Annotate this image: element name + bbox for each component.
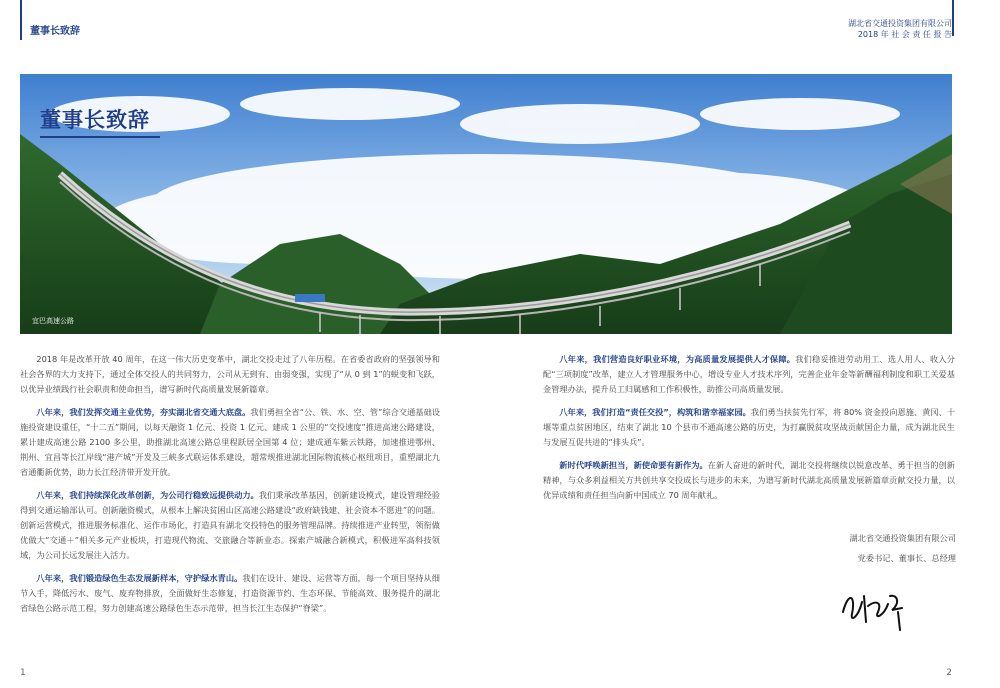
page-number-right: 2 <box>946 668 952 678</box>
paragraph: 新时代呼唤新担当，新使命要有新作为。在新人奋进的新时代，湖北交投将继续以锐意改革、勇于担当的创新精神，与众多利益相关方共创共享交投成长与进步的未来，为谱写新时代湖北高质量发展新篇章贡献交投力量，以优异成绩和责任担当向新中国成立 70 周年献礼。 <box>543 460 955 500</box>
hero-title-underline <box>40 136 160 138</box>
signoff-company: 湖北省交通投资集团有限公司 <box>849 533 956 543</box>
paragraph: 八年来，我们持续深化改革创新，为公司行稳致远提供动力。我们秉承改革基因，创新建设模式，建设管理经验得到交通运输部认可。创新融资模式，从根本上解决贫困山区高速公路建设“政府缺钱建、社会资本不愿进”的问题。创新运营模式，推进服务标准化、运作市场化，打造具有湖北交投特色的服务管理品牌。持续推进产业转型，领衔做优做大“交通＋”相关多元产业板块，打造现代物流、交旅融合等新业态。探索产城融合新模式，积极进军高科技领域，为公司长远发展注入活力。 <box>20 490 440 560</box>
left-column <box>20 352 440 624</box>
signoff-title: 党委书记、董事长、总经理 <box>857 553 956 563</box>
paragraph: 八年来，我们发挥交通主业优势，夯实湖北省交通大底盘。我们勇担全省“公、铁、水、空、管”综合交通基础设施投资建设重任，“十二五”期间，以每天融资 1 亿元、投资 1 亿元、建成 1 公里的“交投速度”推进高速公路建设，累计建成高速公路 2100 多公里，助推湖北高速公路总里程跃居全国第 4 位；建成通车紫云铁路，加速推进鄂州、荆州、宜昌等长江岸线“港产城”开发及三峡多式联运体系建设，超常规推进湖北国际物流核心枢纽项目，重塑湖北九省通衢新优势，助力长江经济带开发开放。 <box>20 407 440 477</box>
header-right <box>848 18 952 40</box>
paragraph: 八年来，我们营造良好职业环境，为高质量发展提供人才保障。我们稳妥推进劳动用工、选人用人、收入分配“三项制度”改革，建立人才管理服务中心，增设专业人才技术序列，完善企业年金等新酬福利制度和职工关爱基金管理办法，提升员工归属感和工作积极性，助推公司高质量发展。 <box>543 354 955 394</box>
hero-title: 董事长致辞 <box>40 108 150 132</box>
section-title: 董事长致辞 <box>30 26 80 37</box>
handwritten-signature <box>838 582 918 636</box>
header-right-rule <box>952 0 954 36</box>
paragraph: 2018 年是改革开放 40 周年，在这一伟大历史变革中，湖北交投走过了八年历程。在省委省政府的坚强领导和社会各界的大力支持下，通过全体交投人的共同努力，公司从无到有、由弱变强，实现了“从 0 到 1”的蜕变和飞跃，以优异业绩践行社会职责和使命担当，谱写新时代高质量发展新篇章。 <box>20 354 440 394</box>
paragraph: 八年来，我们打造“责任交投”，构筑和谐幸福家园。我们勇当扶贫先行军，将 80% 资金投向恩施、黄冈、十堰等重点贫困地区，结束了湖北 10 个县市不通高速公路的历史，为打赢脱贫攻坚战贡献国企力量，成为湖北民生与发展互促共进的“排头兵”。 <box>543 407 956 447</box>
header-left-rule <box>20 0 80 40</box>
hero-image <box>20 74 952 334</box>
company-name: 湖北省交通投资集团有限公司 <box>848 19 952 28</box>
right-column <box>543 352 955 511</box>
highway-landscape-illustration <box>20 74 952 334</box>
report-title: 2018 年 社 会 责 任 报 告 <box>857 30 952 39</box>
paragraph: 八年来，我们锻造绿色生态发展新样本，守护绿水青山。我们在设计、建设、运营等方面，每一个项目坚持从细节入手，降低污水、废气、废弃物排放，全面做好生态修复，打造资源节约、生态环保、节能高效、服务提升的湖北省绿色公路示范工程，努力创建高速公路绿色生态示范带，担当长江生态保护“脊梁”。 <box>20 573 440 613</box>
photo-caption: 宜巴高速公路 <box>32 317 74 325</box>
signature-icon <box>838 582 918 632</box>
signoff <box>836 528 956 568</box>
page-number-left: 1 <box>20 668 26 678</box>
